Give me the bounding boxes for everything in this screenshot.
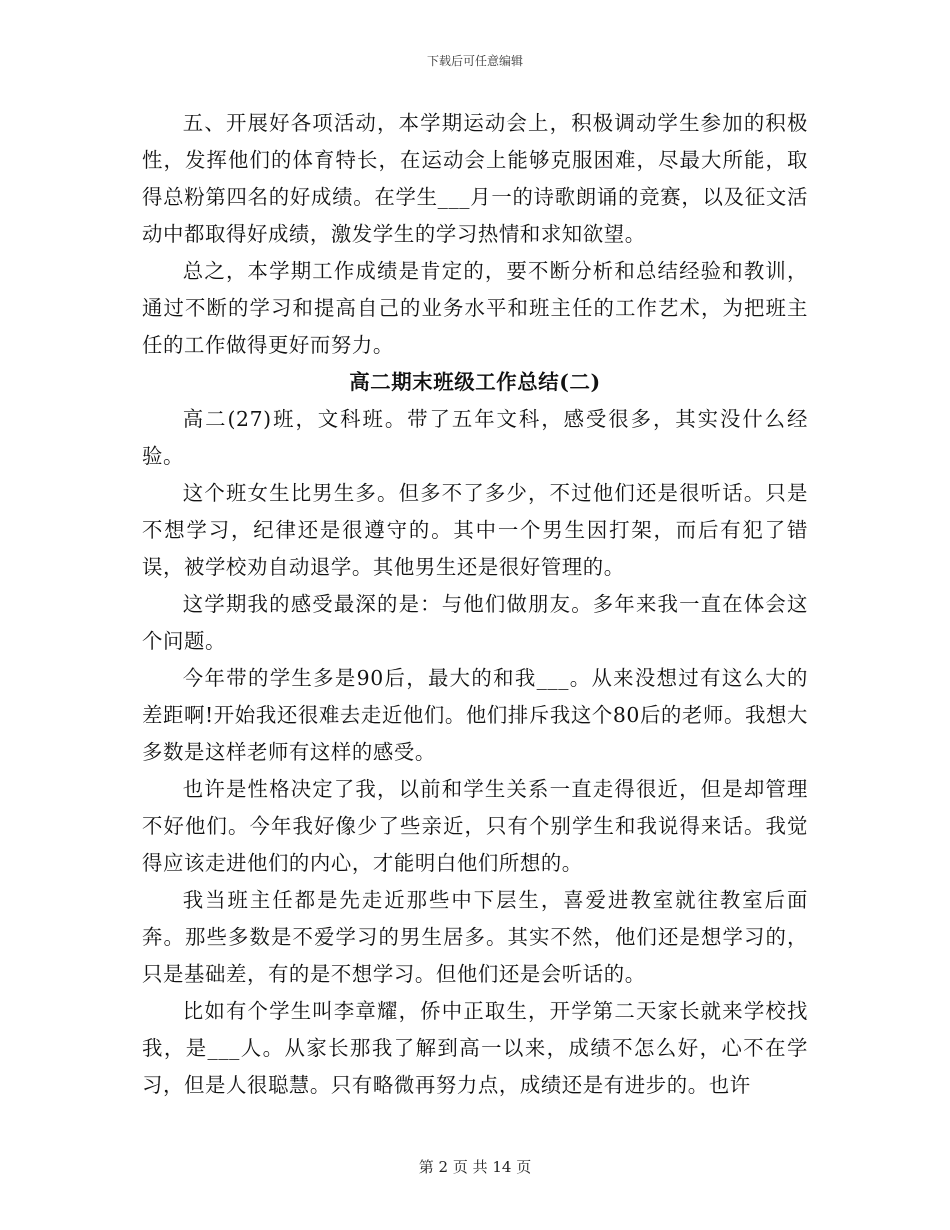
page-header: 下载后可任意编辑 (426, 54, 523, 68)
paragraph: 我当班主任都是先走近那些中下层生，喜爱进教室就往教室后面奔。那些多数是不爱学习的男生居多。其实不然，他们还是想学习的，只是基础差，有的是不想学习。但他们还是会听话的。 (142, 888, 808, 986)
paragraph: 总之，本学期工作成绩是肯定的，要不断分析和总结经验和教训，通过不断的学习和提高自己的业务水平和班主任的工作艺术，为把班主任的工作做得更好而努力。 (142, 259, 808, 357)
paragraph: 也许是性格决定了我，以前和学生关系一直走得很近，但是却管理不好他们。今年我好像少了些亲近，只有个别学生和我说得来话。我觉得应该走进他们的内心，才能明白他们所想的。 (142, 777, 808, 875)
paragraph: 五、开展好各项活动，本学期运动会上，积极调动学生参加的积极性，发挥他们的体育特长，在运动会上能够克服困难，尽最大所能，取得总粉第四名的好成绩。在学生___月一的诗歌朗诵的竞赛，以及征文活动中都取得好成绩，激发学生的学习热情和求知欲望。 (142, 111, 808, 246)
paragraph: 高二(27)班，文科班。带了五年文科，感受很多，其实没什么经验。 (142, 407, 808, 468)
paragraph: 这学期我的感受最深的是：与他们做朋友。多年来我一直在体会这个问题。 (142, 592, 808, 653)
section-title: 高二期末班级工作总结(二) (349, 370, 601, 394)
document-body (142, 105, 808, 1104)
paragraph: 比如有个学生叫李章耀，侨中正取生，开学第二天家长就来学校找我，是___人。从家长那我了解到高一以来，成绩不怎么好，心不在学习，但是人很聪慧。只有略微再努力点，成绩还是有进步的。也许 (142, 999, 808, 1097)
paragraph: 今年带的学生多是90后，最大的和我___。从来没想过有这么大的差距啊!开始我还很难去走近他们。他们排斥我这个80后的老师。我想大多数是这样老师有这样的感受。 (142, 666, 808, 764)
paragraph: 这个班女生比男生多。但多不了多少，不过他们还是很听话。只是不想学习，纪律还是很遵守的。其中一个男生因打架，而后有犯了错误，被学校劝自动退学。其他男生还是很好管理的。 (142, 481, 808, 579)
page-footer: 第 2 页 共 14 页 (418, 1158, 532, 1176)
